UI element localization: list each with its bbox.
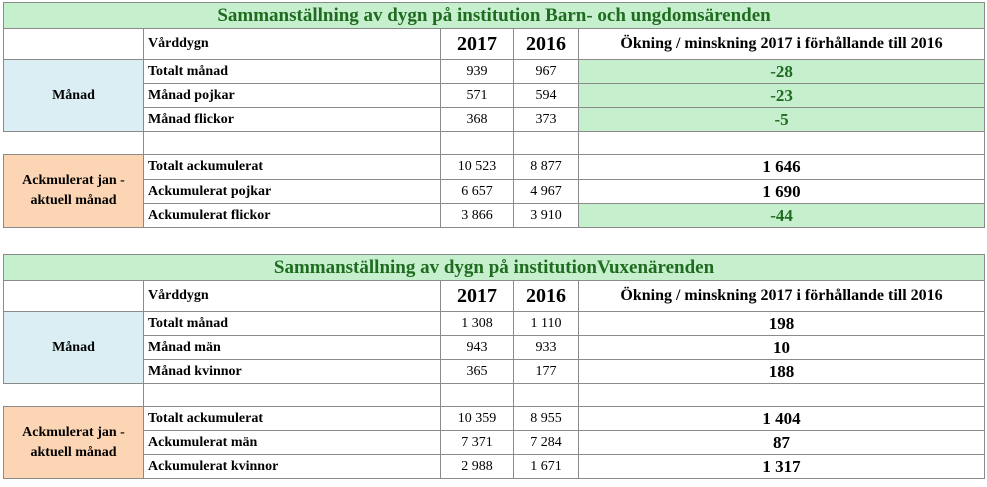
spacer-cell: [4, 384, 144, 407]
value-2017: 10 523: [441, 155, 514, 180]
section-title: Sammanställning av dygn på institution Barn- och ungdomsärenden: [4, 3, 985, 29]
table-vuxen: [3, 254, 985, 479]
value-2017: 365: [441, 360, 514, 384]
diff-value: 1 404: [579, 407, 985, 431]
diff-value: 1 690: [579, 180, 985, 204]
value-2016: 1 671: [514, 455, 579, 479]
diff-value: 10: [579, 336, 985, 360]
value-2017: 3 866: [441, 204, 514, 228]
value-2016: 373: [514, 108, 579, 132]
header-year-2016: 2016: [514, 281, 579, 312]
diff-value: 1 317: [579, 455, 985, 479]
header-label: Vårddygn: [144, 281, 441, 312]
header-diff: Ökning / minskning 2017 i förhållande till 2016: [579, 281, 985, 312]
value-2016: 1 110: [514, 312, 579, 336]
value-2016: 933: [514, 336, 579, 360]
value-2016: 7 284: [514, 431, 579, 455]
group-label-accumulated: Ackmulerat jan - aktuell månad: [4, 155, 144, 228]
diff-value: 1 646: [579, 155, 985, 180]
value-2017: 2 988: [441, 455, 514, 479]
row-label: Totalt ackumulerat: [144, 407, 441, 431]
row-label: Månad flickor: [144, 108, 441, 132]
spacer-cell: [144, 132, 441, 155]
row-label: Ackumulerat män: [144, 431, 441, 455]
diff-value: 198: [579, 312, 985, 336]
value-2016: 4 967: [514, 180, 579, 204]
value-2017: 368: [441, 108, 514, 132]
header-label: Vårddygn: [144, 29, 441, 60]
diff-value: -23: [579, 84, 985, 108]
value-2016: 8 955: [514, 407, 579, 431]
spacer-cell: [144, 384, 441, 407]
row-label: Månad pojkar: [144, 84, 441, 108]
value-2017: 943: [441, 336, 514, 360]
header-year-2016: 2016: [514, 29, 579, 60]
value-2017: 1 308: [441, 312, 514, 336]
diff-value: 87: [579, 431, 985, 455]
value-2017: 7 371: [441, 431, 514, 455]
spacer-cell: [514, 384, 579, 407]
spacer-cell: [441, 384, 514, 407]
diff-value: 188: [579, 360, 985, 384]
group-label-accumulated: Ackmulerat jan - aktuell månad: [4, 407, 144, 479]
diff-value: -5: [579, 108, 985, 132]
value-2016: 177: [514, 360, 579, 384]
value-2016: 3 910: [514, 204, 579, 228]
value-2017: 6 657: [441, 180, 514, 204]
header-blank-cell: [4, 29, 144, 60]
header-blank-cell: [4, 281, 144, 312]
row-label: Totalt månad: [144, 60, 441, 84]
spacer-cell: [579, 132, 985, 155]
group-label-month: Månad: [4, 312, 144, 384]
header-year-2017: 2017: [441, 29, 514, 60]
row-label: Ackumulerat pojkar: [144, 180, 441, 204]
value-2017: 571: [441, 84, 514, 108]
row-label: Ackumulerat flickor: [144, 204, 441, 228]
spacer-cell: [441, 132, 514, 155]
diff-value: -28: [579, 60, 985, 84]
row-label: Månad män: [144, 336, 441, 360]
group-label-month: Månad: [4, 60, 144, 132]
spacer-cell: [514, 132, 579, 155]
value-2016: 8 877: [514, 155, 579, 180]
diff-value: -44: [579, 204, 985, 228]
value-2017: 939: [441, 60, 514, 84]
value-2017: 10 359: [441, 407, 514, 431]
spacer-cell: [579, 384, 985, 407]
header-year-2017: 2017: [441, 281, 514, 312]
spacer-cell: [4, 132, 144, 155]
header-diff: Ökning / minskning 2017 i förhållande till 2016: [579, 29, 985, 60]
row-label: Totalt ackumulerat: [144, 155, 441, 180]
section-title: Sammanställning av dygn på institutionVuxenärenden: [4, 255, 985, 281]
row-label: Totalt månad: [144, 312, 441, 336]
row-label: Månad kvinnor: [144, 360, 441, 384]
value-2016: 594: [514, 84, 579, 108]
row-label: Ackumulerat kvinnor: [144, 455, 441, 479]
table-barn-ungdom: [3, 2, 985, 228]
value-2016: 967: [514, 60, 579, 84]
